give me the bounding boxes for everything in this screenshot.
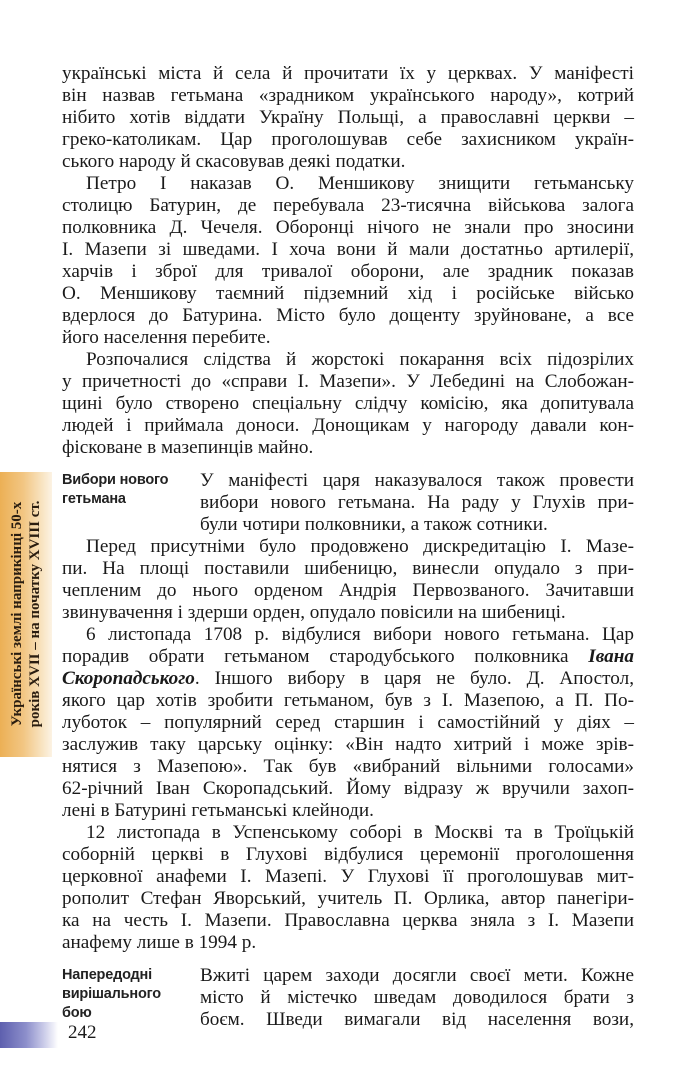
- text-line: 12 листопада в Успенському соборі в Москві та в Троїцькій: [86, 822, 634, 843]
- text-line: Перед присутніми було продовжено дискредитацію І. Мазе-: [86, 536, 634, 557]
- text-line: [62, 668, 634, 690]
- text-line: 6 листопада 1708 р. відбулися вибори нового гетьмана. Цар: [86, 624, 634, 645]
- text-line: місто й містечко шведам доводилося брати з: [200, 987, 634, 1008]
- text-line: Розпочалися слідства й жорстокі покарання всіх підозрілих: [86, 349, 634, 370]
- margin-heading-line: Напередодні: [62, 967, 152, 983]
- paragraph: [62, 349, 634, 459]
- text-line: луботок – популярний серед старшин і самостійний у діях –: [62, 712, 634, 733]
- paragraph: [200, 470, 634, 536]
- text-line: вдерлося до Батурина. Місто було дощенту зруйноване, а все: [62, 305, 634, 326]
- chapter-side-tab: [0, 472, 52, 757]
- margin-heading-line: Вибори нового: [62, 472, 169, 488]
- text-line: фісковане в мазепинців майно.: [62, 437, 314, 458]
- paragraph: [62, 822, 634, 954]
- chapter-title-line-2: років XVII – на початку XVIII ст.: [27, 500, 43, 728]
- text-line: соборній церкві в Глухові відбулися церемонії проголошення: [62, 844, 634, 865]
- emphasized-name: Скоропадського: [62, 668, 195, 689]
- text-line: боєм. Шведи вимагали від населення вози,: [200, 1009, 634, 1030]
- text-line: церковної анафеми І. Мазепі. У Глухові її проголошував мит-: [62, 866, 634, 887]
- text-line: У маніфесті царя наказувалося також провести: [200, 470, 634, 491]
- margin-heading-line: гетьмана: [62, 491, 126, 507]
- text-line: харчів і зброї для тривалої оборони, але зрадник показав: [62, 261, 634, 282]
- text-fragment: порадив обрати гетьманом стародубського полковника: [62, 646, 589, 667]
- text-line: людей і приймала доноси. Донощикам у нагороду давали кон-: [62, 415, 634, 436]
- text-line: вибори нового гетьмана. На раду у Глухів при-: [200, 492, 634, 513]
- text-line: столицю Батурин, де перебувала 23-тисячна військова залога: [62, 195, 634, 216]
- text-line: якого цар хотів зробити гетьманом, був з І. Мазепою, а П. По-: [62, 690, 634, 711]
- text-line: звинувачення і здерши орден, опудало повісили на шибениці.: [62, 602, 566, 623]
- text-line: Петро І наказав О. Меншикову знищити гетьманську: [86, 173, 634, 194]
- text-line: анафему лише в 1994 р.: [62, 932, 257, 953]
- text-line: заслужив таку царську оцінку: «Він надто хитрий і може зрів-: [62, 734, 634, 755]
- paragraph: [62, 63, 634, 173]
- page-number: 242: [68, 1022, 97, 1043]
- text-line: були чотири полковники, а також сотники.: [200, 514, 548, 535]
- text-line: пи. На площі поставили шибеницю, винесли опудало з при-: [62, 558, 634, 579]
- text-line: українські міста й села й прочитати їх у церквах. У маніфесті: [62, 63, 634, 84]
- page-number-bar: [0, 1022, 58, 1048]
- chapter-title-line-1: Українські землі наприкінці 50-х: [9, 501, 25, 727]
- text-line: він назвав гетьмана «зрадником українського народу», котрий: [62, 85, 634, 106]
- text-line: [62, 646, 634, 668]
- chapter-title: [8, 472, 44, 757]
- paragraph: [62, 624, 634, 822]
- text-line: у причетності до «справи І. Мазепи». У Лебедині на Слобожан-: [62, 371, 634, 392]
- margin-heading-line: бою: [62, 1005, 92, 1021]
- text-line: нятися з Мазепою». Так був «вибраний вільними голосами»: [62, 756, 634, 777]
- text-line: греко-католикам. Цар проголошував себе захисником україн-: [62, 129, 634, 150]
- text-line: полковника Д. Чечеля. Оборонці нічого не знали про зносини: [62, 217, 634, 238]
- text-line: Вжиті царем заходи досягли своєї мети. Кожне: [200, 965, 634, 986]
- text-fragment: . Іншого вибору в царя не було. Д. Апостол,: [194, 668, 634, 689]
- text-line: О. Меншикову таємний підземний хід і російське військо: [62, 283, 634, 304]
- text-line: ського народу й скасовував деякі податки.: [62, 151, 406, 172]
- text-line: лені в Батурині гетьманські клейноди.: [62, 800, 374, 821]
- text-line: рополит Стефан Яворський, учитель П. Орлика, автор панегіри-: [62, 888, 634, 909]
- paragraph: [62, 173, 634, 349]
- text-line: щині було створено спеціальну слідчу комісію, яка допитувала: [62, 393, 634, 414]
- margin-heading: [62, 471, 192, 509]
- margin-heading-line: вирішального: [62, 986, 161, 1002]
- text-line: ка на честь І. Мазепи. Православна церква зняла з І. Мазепи: [62, 910, 634, 931]
- emphasized-name: Івана: [588, 646, 634, 667]
- text-line: його населення перебите.: [62, 327, 271, 348]
- section-with-margin-note: [62, 470, 634, 536]
- text-line: І. Мазепи зі шведами. І хоча вони й мали достатньо артилерії,: [62, 239, 634, 260]
- paragraph: [200, 965, 634, 1031]
- text-line: 62-річний Іван Скоропадський. Йому відразу ж вручили захоп-: [62, 778, 634, 799]
- text-line: чепленим до нього орденом Андрія Первозваного. Зачитавши: [62, 580, 634, 601]
- margin-heading: [62, 966, 192, 1023]
- section-with-margin-note: [62, 965, 634, 1031]
- paragraph: [62, 536, 634, 624]
- text-line: нібито хотів віддати Україну Польщі, а православні церкви –: [62, 107, 634, 128]
- page-body: [62, 63, 634, 1031]
